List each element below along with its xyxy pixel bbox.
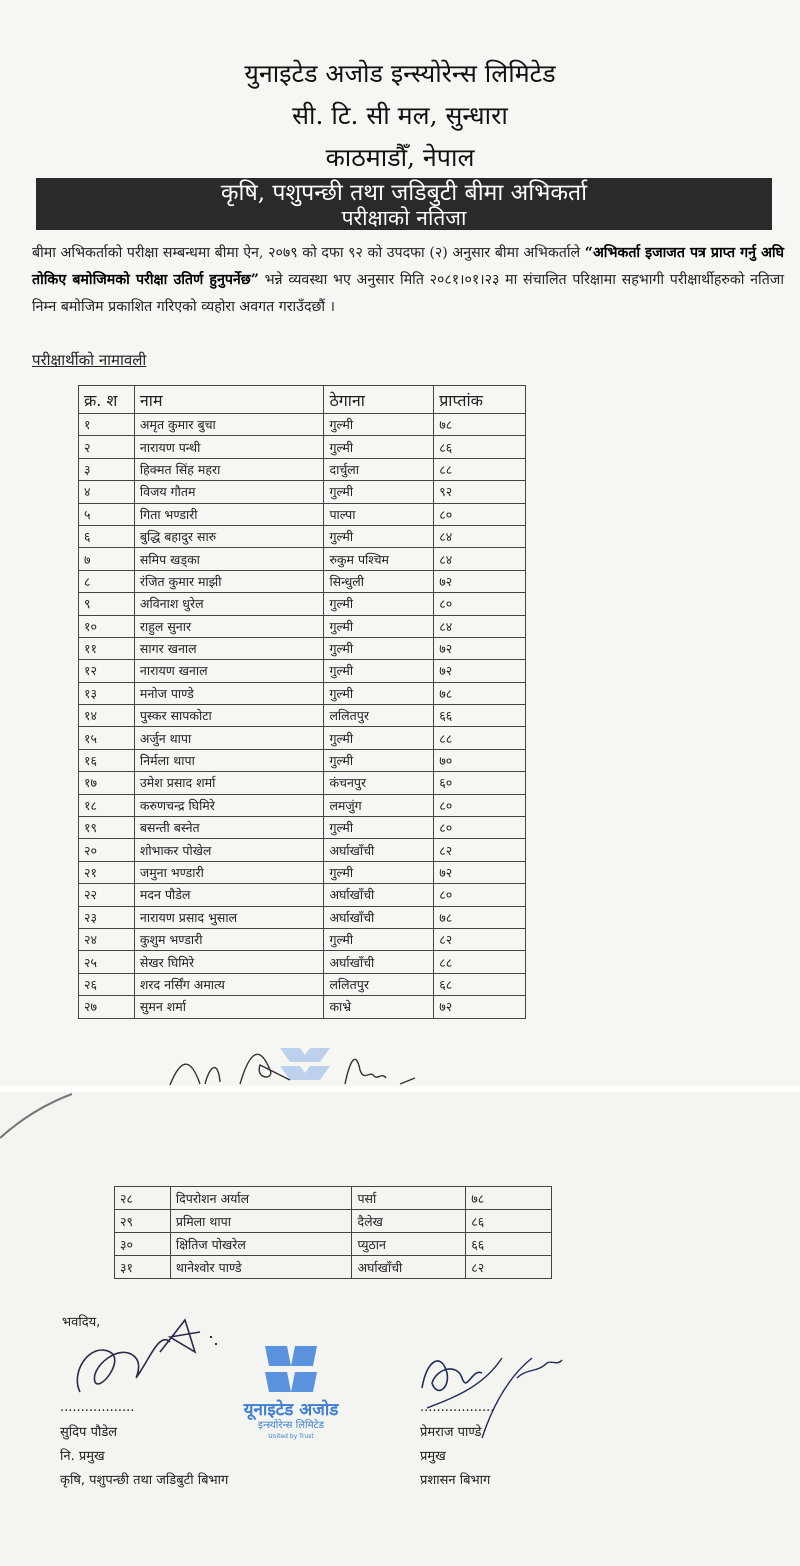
cell-address: दार्चुला [324, 458, 434, 480]
notice-text-1: बीमा अभिकर्ताको परीक्षा सम्बन्धमा बीमा ऐन, २०७९ को दफा ९२ को उपदफा (२) अनुसार बीमा अभिकर्ताले [32, 245, 585, 261]
results-table [78, 385, 526, 1019]
cell-serial: ३ [79, 458, 135, 480]
cell-score: ६६ [434, 705, 526, 727]
cell-name: सेखर घिमिरे [134, 951, 324, 973]
cell-serial: २४ [79, 928, 135, 950]
cell-address: गुल्मी [324, 436, 434, 458]
cell-serial: १० [79, 615, 135, 637]
cell-serial: २ [79, 436, 135, 458]
table-row [79, 705, 526, 727]
cell-score: ८० [434, 503, 526, 525]
cell-score: ७२ [434, 861, 526, 883]
cell-score: ८८ [434, 458, 526, 480]
table-row [79, 928, 526, 950]
cell-serial: २८ [115, 1187, 171, 1210]
cell-score: ७८ [434, 906, 526, 928]
cell-address: गुल्मी [324, 749, 434, 771]
cell-name: मदन पौडेल [134, 884, 324, 906]
logo-subtitle: इन्स्योरेन्स लिमिटेड [258, 1420, 324, 1431]
company-address: सी. टि. सी मल, सुन्धारा [292, 101, 508, 130]
cell-name: थानेश्वोर पाण्डे [170, 1256, 352, 1279]
cell-address: गुल्मी [324, 615, 434, 637]
left-signatory-name: सुदिप पौडेल [60, 1425, 118, 1440]
salutation: भवदिय, [62, 1315, 101, 1330]
left-signatory-department: कृषि, पशुपन्छी तथा जडिबुटी बिभाग [60, 1473, 229, 1488]
cell-name: सुमन शर्मा [134, 996, 324, 1018]
cell-score: ८६ [466, 1210, 552, 1233]
column-header-serial: क्र. श [79, 386, 135, 414]
company-name: युनाइटेड अजोड इन्स्योरेन्स लिमिटेड [244, 59, 556, 88]
cell-name: बसन्ती बस्नेत [134, 817, 324, 839]
cell-score: ८० [434, 884, 526, 906]
cell-name: कुशुम भण्डारी [134, 928, 324, 950]
cell-score: ७२ [434, 570, 526, 592]
cell-address: अर्घाखाँची [324, 884, 434, 906]
cell-name: उमेश प्रसाद शर्मा [134, 772, 324, 794]
cell-name: राहुल सुनार [134, 615, 324, 637]
cell-address: पाल्पा [324, 503, 434, 525]
column-header-address: ठेगाना [324, 386, 434, 414]
table-row [79, 481, 526, 503]
cell-name: नारायण प्रसाद भुसाल [134, 906, 324, 928]
cell-address: लमजुंग [324, 794, 434, 816]
table-row [115, 1256, 552, 1279]
cell-address: गुल्मी [324, 682, 434, 704]
cell-name: अविनाश धुरेल [134, 593, 324, 615]
title-banner [36, 178, 772, 230]
table-row [79, 593, 526, 615]
cell-serial: १८ [79, 794, 135, 816]
cell-name: गिता भण्डारी [134, 503, 324, 525]
cell-serial: ५ [79, 503, 135, 525]
cell-serial: २१ [79, 861, 135, 883]
cell-serial: ३१ [115, 1256, 171, 1279]
cell-serial: १४ [79, 705, 135, 727]
cell-address: गुल्मी [324, 928, 434, 950]
table-row [79, 525, 526, 547]
column-header-name: नाम [134, 386, 324, 414]
cell-score: ७२ [434, 996, 526, 1018]
cell-name: निर्मला थापा [134, 749, 324, 771]
left-signature-dots: .................. [60, 1400, 135, 1415]
cell-serial: ६ [79, 525, 135, 547]
cell-name: हिक्मत सिंह महरा [134, 458, 324, 480]
column-header-score: प्राप्तांक [434, 386, 526, 414]
cell-address: ललितपुर [324, 705, 434, 727]
cell-name: अमृत कुमार बुचा [134, 414, 324, 436]
cell-serial: २३ [79, 906, 135, 928]
cell-serial: १९ [79, 817, 135, 839]
table-row [79, 839, 526, 861]
cell-address: गुल्मी [324, 861, 434, 883]
cell-score: ८२ [434, 839, 526, 861]
cell-serial: १५ [79, 727, 135, 749]
cell-name: अर्जुन थापा [134, 727, 324, 749]
cell-serial: १७ [79, 772, 135, 794]
cell-serial: ११ [79, 637, 135, 659]
cell-serial: ३० [115, 1233, 171, 1256]
cell-name: करुणचन्द्र घिमिरे [134, 794, 324, 816]
cell-address: प्युठान [352, 1233, 466, 1256]
cell-address: कंचनपुर [324, 772, 434, 794]
right-signature-dots: .................. [420, 1400, 495, 1415]
cell-name: जमुना भण्डारी [134, 861, 324, 883]
cell-address: अर्घाखाँची [352, 1256, 466, 1279]
cell-address: अर्घाखाँची [324, 839, 434, 861]
cell-score: ८० [434, 794, 526, 816]
cell-name: पुस्कर सापकोटा [134, 705, 324, 727]
results-table-continued [114, 1186, 552, 1279]
right-signatory-name: प्रेमराज पाण्डे [420, 1425, 482, 1440]
table-row [79, 973, 526, 995]
cell-score: ८४ [434, 615, 526, 637]
cell-serial: १६ [79, 749, 135, 771]
cell-address: गुल्मी [324, 660, 434, 682]
company-city: काठमाडौँ, नेपाल [325, 143, 475, 172]
cell-address: अर्घाखाँची [324, 951, 434, 973]
cell-serial: २० [79, 839, 135, 861]
table-row [79, 548, 526, 570]
cell-name: रंजित कुमार माझी [134, 570, 324, 592]
company-logo [226, 1344, 356, 1444]
cell-serial: ४ [79, 481, 135, 503]
cell-address: अर्घाखाँची [324, 906, 434, 928]
notice-text-2: भन्ने व्यवस्था भए अनुसार मिति २०८१।०१।२३ मा संचालित परिक्षामा सहभागी परीक्षार्थीहरुको नतिजा निम्न बमोजिम प्रकाशित गरिएको व्यहोरा अवगत गराउँदछौं । [32, 272, 785, 315]
cell-name: प्रमिला थापा [170, 1210, 352, 1233]
cell-score: ७२ [434, 637, 526, 659]
cell-score: ७८ [434, 414, 526, 436]
cell-score: ८२ [466, 1256, 552, 1279]
right-signatory-title: प्रमुख [420, 1449, 446, 1464]
cell-serial: २९ [115, 1210, 171, 1233]
cell-address: रुकुम पश्चिम [324, 548, 434, 570]
cell-score: ७२ [434, 660, 526, 682]
notice-quote: “अभिकर्ता इजाजत पत्र प्राप्त गर्नु अघि तोकिए बमोजिमको परीक्षा उतिर्ण हुनुपर्नेछ” [32, 245, 784, 288]
table-row [79, 660, 526, 682]
cell-address: गुल्मी [324, 727, 434, 749]
cell-address: सिन्धुली [324, 570, 434, 592]
table-row [79, 906, 526, 928]
cell-score: ८८ [434, 951, 526, 973]
table-row [115, 1187, 552, 1210]
cell-address: दैलेख [352, 1210, 466, 1233]
table-row [79, 996, 526, 1018]
cell-score: ६६ [466, 1233, 552, 1256]
cell-address: गुल्मी [324, 525, 434, 547]
table-row [79, 817, 526, 839]
logo-mark-icon [261, 1344, 321, 1396]
table-row [79, 772, 526, 794]
table-row [115, 1233, 552, 1256]
cell-serial: २२ [79, 884, 135, 906]
table-row [79, 436, 526, 458]
table-row [79, 682, 526, 704]
cell-serial: १३ [79, 682, 135, 704]
table-row [79, 637, 526, 659]
table-row [79, 749, 526, 771]
cell-name: सागर खनाल [134, 637, 324, 659]
table-header-row [79, 386, 526, 414]
cell-score: ६८ [434, 973, 526, 995]
cell-address: ललितपुर [324, 973, 434, 995]
logo-name: यूनाइटेड अजोड [243, 1400, 339, 1420]
cell-serial: २५ [79, 951, 135, 973]
cell-score: ९२ [434, 481, 526, 503]
cell-name: मनोज पाण्डे [134, 682, 324, 704]
cell-address: गुल्मी [324, 637, 434, 659]
table-row [79, 458, 526, 480]
cell-score: ८६ [434, 436, 526, 458]
cell-address: गुल्मी [324, 593, 434, 615]
cell-address: पर्सा [352, 1187, 466, 1210]
right-signatory-department: प्रशासन बिभाग [420, 1473, 491, 1488]
cell-name: शोभाकर पोखेल [134, 839, 324, 861]
table-row [79, 794, 526, 816]
cell-name: क्षितिज पोखरेल [170, 1233, 352, 1256]
cell-serial: ८ [79, 570, 135, 592]
cell-serial: १२ [79, 660, 135, 682]
partial-signature-mark [160, 1040, 460, 1086]
table-row [79, 503, 526, 525]
cell-address: गुल्मी [324, 414, 434, 436]
cell-score: ७० [434, 749, 526, 771]
cell-score: ६० [434, 772, 526, 794]
cell-score: ७८ [466, 1187, 552, 1210]
left-signatory-title: नि. प्रमुख [60, 1449, 105, 1464]
cell-score: ८२ [434, 928, 526, 950]
cell-score: ८० [434, 817, 526, 839]
cell-address: काभ्रे [324, 996, 434, 1018]
cell-serial: २७ [79, 996, 135, 1018]
cell-serial: ७ [79, 548, 135, 570]
cell-name: नारायण खनाल [134, 660, 324, 682]
banner-subtitle: परीक्षाको नतिजा [341, 206, 467, 230]
table-row [79, 414, 526, 436]
cell-serial: २६ [79, 973, 135, 995]
cell-serial: १ [79, 414, 135, 436]
table-row [115, 1210, 552, 1233]
cell-score: ८४ [434, 525, 526, 547]
fold-mark [0, 1090, 80, 1150]
cell-name: बुद्धि बहादुर सारु [134, 525, 324, 547]
table-row [79, 861, 526, 883]
left-signature [60, 1312, 240, 1412]
cell-score: ८० [434, 593, 526, 615]
candidate-list-title: परीक्षार्थीको नामावली [32, 351, 147, 369]
table-row [79, 570, 526, 592]
cell-address: गुल्मी [324, 481, 434, 503]
cell-name: समिप खड्का [134, 548, 324, 570]
cell-name: विजय गौतम [134, 481, 324, 503]
cell-score: ७८ [434, 682, 526, 704]
cell-score: ८४ [434, 548, 526, 570]
table-row [79, 951, 526, 973]
banner-title: कृषि, पशुपन्छी तथा जडिबुटी बीमा अभिकर्ता [220, 180, 588, 206]
cell-name: दिपरोशन अर्याल [170, 1187, 352, 1210]
logo-tagline: United by Trust [268, 1433, 314, 1440]
notice-paragraph [32, 240, 784, 321]
cell-score: ८८ [434, 727, 526, 749]
cell-address: गुल्मी [324, 817, 434, 839]
table-row [79, 727, 526, 749]
table-row [79, 615, 526, 637]
cell-name: शरद नर्सिंग अमात्य [134, 973, 324, 995]
cell-serial: ९ [79, 593, 135, 615]
table-row [79, 884, 526, 906]
cell-name: नारायण पन्थी [134, 436, 324, 458]
